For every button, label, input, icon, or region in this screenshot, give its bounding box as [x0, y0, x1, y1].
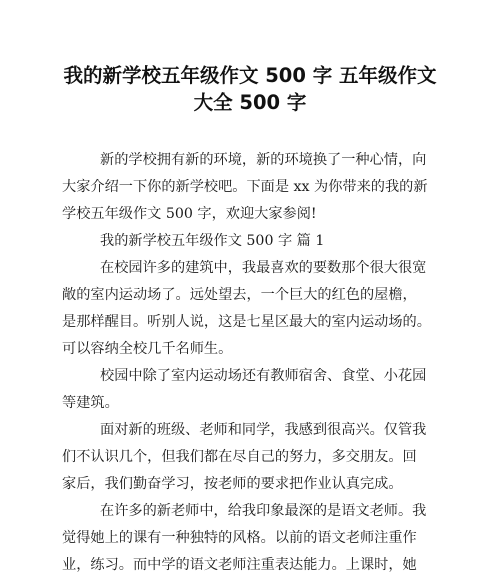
body-line-7: 是那样醒目。听别人说，这是七星区最大的室内运动场的。	[62, 314, 431, 330]
body-line-6: 敞的室内运动场了。远处望去，一个巨大的红色的屋檐，	[62, 287, 417, 303]
body-line-14: 在许多的新老师中，给我印象最深的是语文老师。我	[100, 503, 427, 519]
body-line-16: 业，练习。而中学的语文老师注重表达能力。上课时，她	[62, 557, 417, 573]
document-title-line-2: 大全 500 字	[193, 91, 307, 114]
body-line-15: 觉得她上的课有一种独特的风格。以前的语文老师注重作	[62, 530, 417, 546]
body-line-1: 新的学校拥有新的环境，新的环境换了一种心情，向	[100, 152, 427, 168]
document-title-line-1: 我的新学校五年级作文 500 字 五年级作文	[63, 64, 437, 87]
body-line-3: 学校五年级作文 500 字，欢迎大家参阅!	[62, 206, 317, 222]
body-line-8: 可以容纳全校几千名师生。	[62, 341, 233, 357]
body-line-11: 面对新的班级、老师和同学，我感到很高兴。仅管我	[100, 422, 427, 438]
body-line-2: 大家介绍一下你的新学校吧。下面是 xx 为你带来的我的新	[62, 179, 428, 195]
body-line-5: 在校园许多的建筑中，我最喜欢的要数那个很大很宽	[100, 260, 427, 276]
body-line-10: 等建筑。	[62, 395, 119, 411]
body-line-13: 家后，我们勤奋学习，按老师的要求把作业认真完成。	[62, 476, 403, 492]
body-line-12: 们不认识几个，但我们都在尽自己的努力，多交朋友。回	[62, 449, 417, 465]
section-heading: 我的新学校五年级作文 500 字 篇 1	[100, 233, 325, 249]
body-line-9: 校园中除了室内运动场还有教师宿舍、食堂、小花园	[100, 368, 427, 384]
